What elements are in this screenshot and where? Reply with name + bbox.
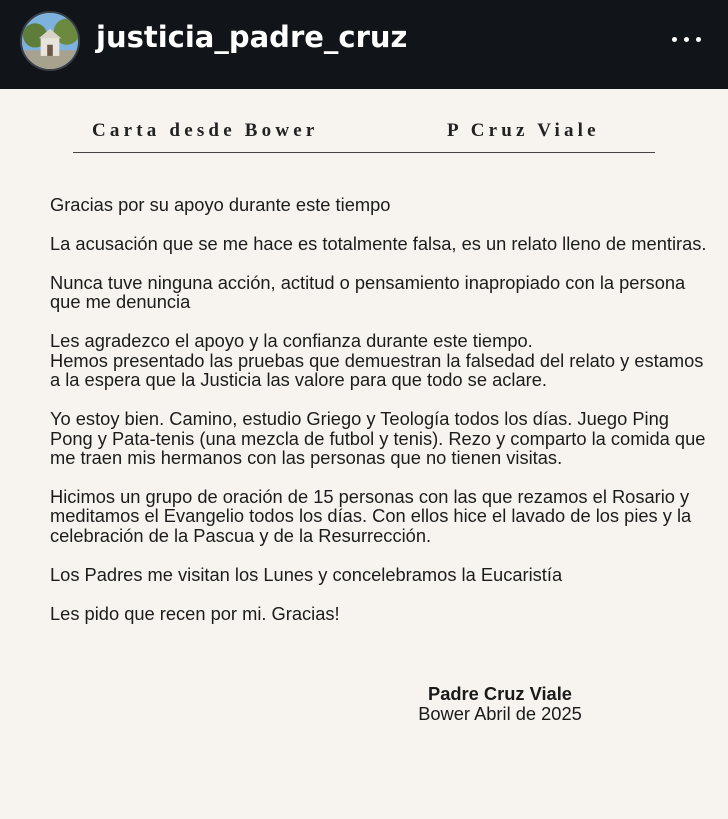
account-username[interactable]: justicia_padre_cruz — [96, 20, 408, 54]
profile-avatar[interactable] — [20, 11, 80, 71]
letter-image — [0, 89, 728, 819]
post-header — [0, 0, 728, 89]
signature-place-date: Bower Abril de 2025 — [418, 703, 582, 724]
letter-header-left: Carta desde Bower — [92, 120, 319, 141]
letter-paragraph: Les pido que recen por mi. Gracias! — [50, 602, 340, 624]
more-dot — [672, 37, 677, 42]
more-dot — [684, 37, 689, 42]
more-dot — [696, 37, 701, 42]
letter-body — [50, 195, 710, 643]
avatar-image-icon — [22, 13, 78, 69]
letter-paragraph: Nunca tuve ninguna acción, actitud o pensamiento inapropiado con la persona que me denuncia — [50, 272, 686, 313]
letter-paragraph: La acusación que se me hace es totalmente falsa, es un relato lleno de mentiras. — [50, 233, 707, 254]
letter-paragraph: Los Padres me visitan los Lunes y concelebramos la Eucaristía — [50, 563, 563, 585]
signature-name: Padre Cruz Viale — [428, 683, 572, 704]
letter-signature — [380, 684, 620, 724]
letter-header-right: P Cruz Viale — [447, 120, 600, 141]
more-horizontal-icon[interactable] — [670, 24, 704, 54]
letter-paragraph: Les agradezco el apoyo y la confianza durante este tiempo. Hemos presentado las pruebas que demuestran la falsedad del relato y estamos a la espera que la Justicia las valore para que todo se aclare. — [50, 330, 704, 391]
header-divider — [73, 152, 655, 153]
letter-paragraph: Gracias por su apoyo durante este tiempo — [50, 194, 391, 215]
letter-paragraph: Yo estoy bien. Camino, estudio Griego y Teología todos los días. Juego Ping Pong y Pata-tenis (una mezcla de futbol y tenis). Rezo y comparto la comida que me traen mis hermanos con las personas que no tienen visitas. — [50, 408, 706, 469]
letter-paragraph: Hicimos un grupo de oración de 15 personas con las que rezamos el Rosario y meditamos el Evangelio todos los días. Con ellos hice el lavado de los pies y la celebración de la Pascua y de la Resurrección. — [50, 486, 692, 546]
